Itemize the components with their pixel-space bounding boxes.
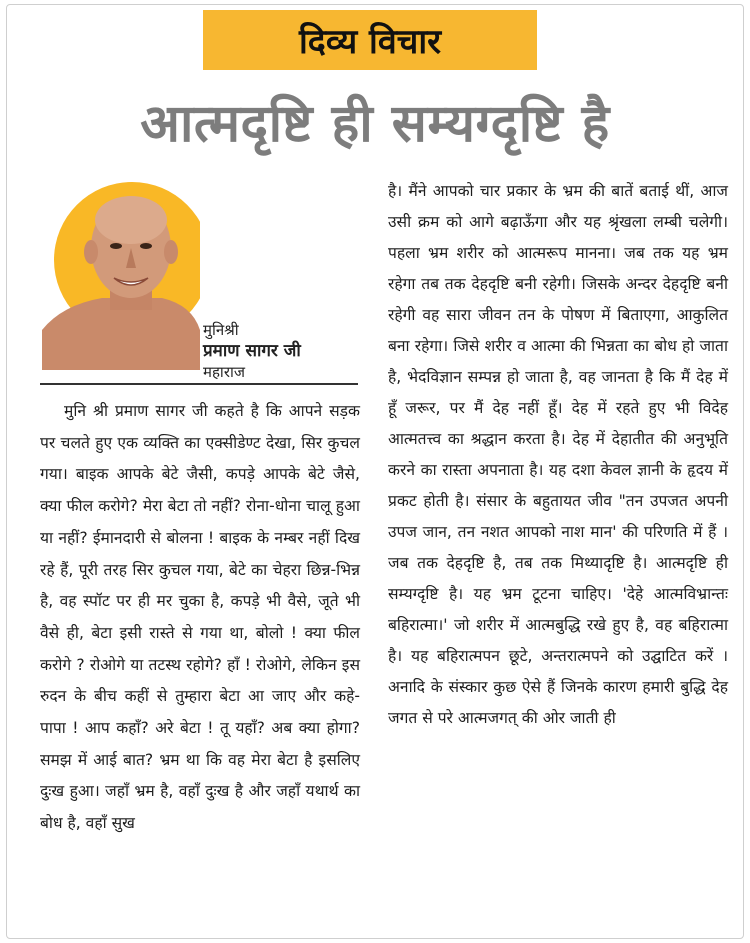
article-column-left: मुनि श्री प्रमाण सागर जी कहते है कि आपने सड़क पर चलते हुए एक व्यक्ति का एक्सीडेण्ट देखा, सिर कुचल गया। बाइक आपके बेटे जैसी, कपड़े आपके बेटे जैसे, क्या फील करोगे? मेरा बेटा तो नहीं? रोना-धोना चालू हुआ या नहीं? ईमानदारी से बोलना ! बाइक के नम्बर नहीं दिख रहे हैं, पूरी तरह सिर कुचल गया, बेटे का चेहरा छिन्न-भिन्न है, वह स्पॉट पर ही मर चुका है, कपड़े भी वैसे, जूते भी वैसे ही, बेटा इसी रास्ते से गया था, बोलो ! क्या फील करोगे ? रोओगे या तटस्थ रहोगे? हाँ ! रोओगे, लेकिन इस रुदन के बीच कहीं से तुम्हारा बेटा आ जाए और कहे- पापा ! आप कहाँ? अरे बेटा ! तू यहाँ? अब क्या होगा? समझ में आई बात? भ्रम था कि वह मेरा बेटा है इसलिए दुःख हुआ। जहाँ भ्रम है, वहाँ दुःख है और जहाँ यथार्थ का बोध है, वहाँ सुख: [40, 402, 360, 833]
byline-name: प्रमाण सागर जी: [203, 341, 301, 361]
author-byline: [203, 320, 363, 383]
article-column-right: है। मैंने आपको चार प्रकार के भ्रम की बातें बताई थीं, आज उसी क्रम को आगे बढ़ाऊँगा और यह श्रृंखला लम्बी चलेगी। पहला भ्रम शरीर को आत्मरूप मानना। जब तक यह भ्रम रहेगा तब तक देहदृष्टि बनी रहेगी। जिसके अन्दर देहदृष्टि बनी रहेगी वह सारा जीवन तन के पोषण में बिताएगा, आकुलित बना रहेगा। जिसे शरीर व आत्मा की भिन्नता का बोध हो जाता है, भेदविज्ञान सम्पन्न हो जाता है, वह जानता है कि मैं देह में हूँ जरूर, पर मैं देह नहीं हूँ। देह में रहते हुए भी विदेह आत्मतत्त्व का श्रद्धान करता है। देह में देहातीत की अनुभूति करने का रास्ता अपनाता है। यह दशा केवल ज्ञानी के हृदय में प्रकट होती है। संसार के बहुतायत जीव "तन उपजत अपनी उपज जान, तन नशत आपको नाश मान' की परिणति में हैं । जब तक देहदृष्टि है, तब तक मिथ्यादृष्टि है। आत्मदृष्टि ही सम्यग्दृष्टि है। यह भ्रम टूटना चाहिए। 'देहे आत्मविभ्रान्तः बहिरात्मा।' जो शरीर में आत्मबुद्धि रखे हुए है, वह बहिरात्मा है। यह बहिरात्मपन छूटे, अन्तरात्मपने को उद्घाटित करें । अनादि के संस्कार कुछ ऐसे हैं जिनके कारण हमारी बुद्धि देह जगत से परे आत्मजगत् की ओर जाती ही: [388, 182, 728, 727]
section-banner: [203, 10, 537, 70]
byline-suffix: महाराज: [203, 363, 245, 381]
author-portrait-image: [42, 180, 200, 370]
byline-divider: [40, 383, 358, 385]
section-banner-text: दिव्य विचार: [298, 22, 442, 62]
author-photo: [42, 180, 200, 370]
byline-prefix: मुनिश्री: [203, 321, 239, 339]
article-headline: आत्मदृष्टि ही सम्यग्दृष्टि है: [140, 94, 610, 154]
